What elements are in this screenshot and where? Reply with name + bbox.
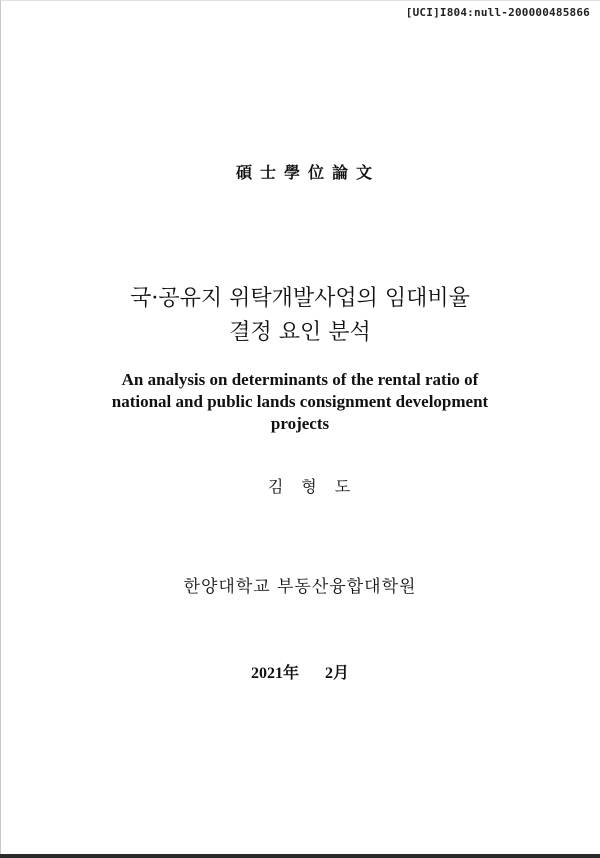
date-year: 2021年 [250, 665, 299, 682]
english-title [0, 369, 600, 435]
korean-title-line-1: 국·공유지 위탁개발사업의 임대비율 [130, 286, 470, 311]
graduate-school: 한양대학교 부동산융합대학원 [183, 577, 417, 597]
author-name: 김형도 [267, 477, 369, 496]
bottom-edge [0, 854, 600, 858]
english-title-line-2: national and public lands consignment development [111, 392, 489, 411]
korean-title [0, 282, 600, 350]
degree-label: 碩士學位論文 [235, 163, 380, 182]
english-title-line-1: An analysis on determinants of the rental ratio of [121, 370, 479, 389]
korean-title-line-2: 결정 요인 분석 [229, 320, 371, 345]
date-month: 2月 [325, 665, 350, 682]
english-title-line-3: projects [270, 414, 330, 433]
submission-date [0, 660, 600, 683]
uci-identifier: [UCI]I804:null-200000485866 [405, 6, 590, 19]
